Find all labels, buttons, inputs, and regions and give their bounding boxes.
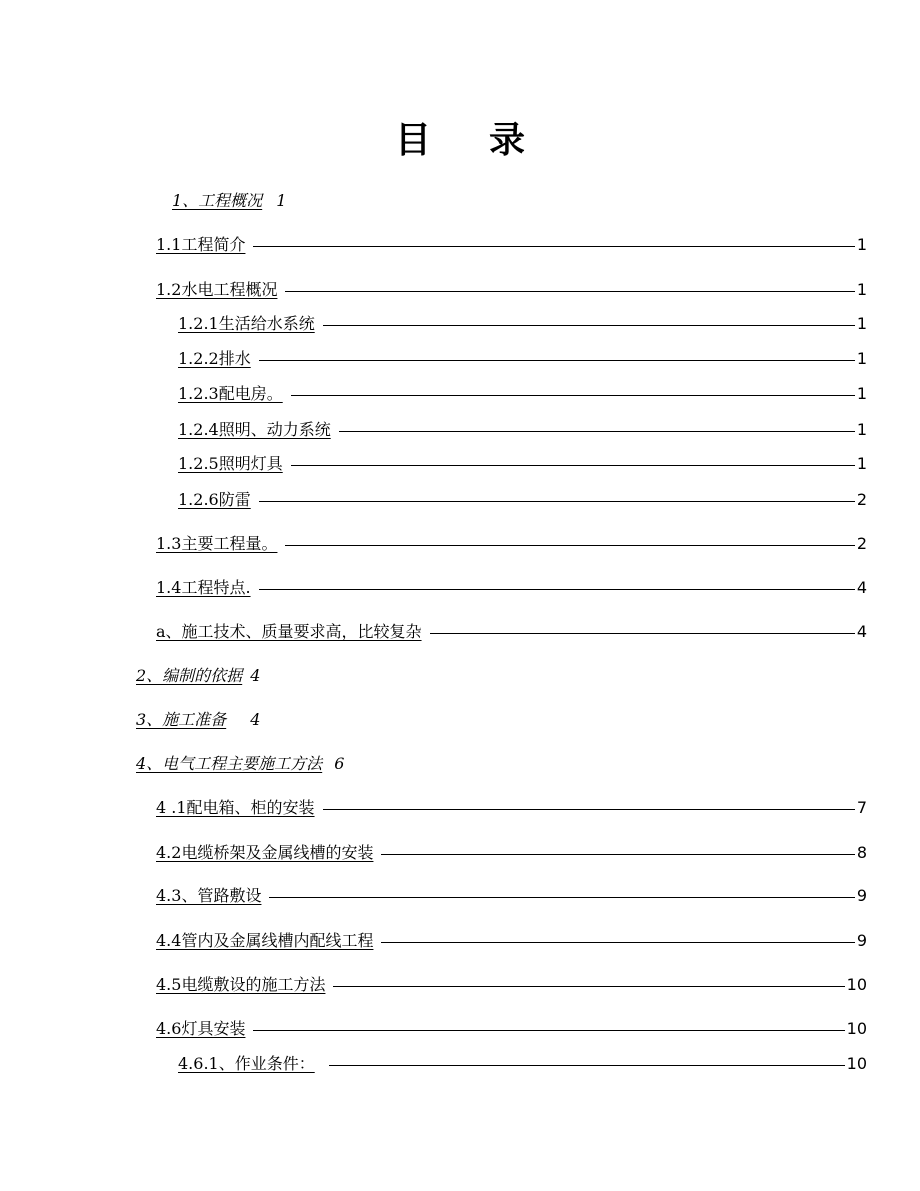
toc-entry-page: 4 xyxy=(856,578,867,597)
toc-entry-1-2-1[interactable] xyxy=(178,311,867,337)
toc-entry-1-a[interactable] xyxy=(156,619,867,645)
toc-entry-label: 1.1工程简介 xyxy=(156,235,246,254)
toc-entry-page: 4 xyxy=(250,666,261,685)
toc-entry-4-1[interactable] xyxy=(156,795,867,821)
toc-leader-line xyxy=(291,395,855,396)
toc-entry-1-2[interactable] xyxy=(156,277,867,303)
toc-entry-page: 1 xyxy=(856,420,867,439)
toc-entry-page: 9 xyxy=(856,931,867,950)
title-char-2: 录 xyxy=(489,119,526,161)
toc-entry-page: 1 xyxy=(856,349,867,368)
toc-entry-label: a、施工技术、质量要求高，比较复杂 xyxy=(156,622,422,641)
toc-leader-line xyxy=(339,431,855,432)
toc-entry-label: 4 .1配电箱、柜的安装 xyxy=(156,798,315,817)
toc-entry-1-2-2[interactable] xyxy=(178,346,867,372)
toc-entry-1-4[interactable] xyxy=(156,575,867,601)
toc-entry-label: 1.2.6防雷 xyxy=(178,490,251,509)
toc-entry-page: 1 xyxy=(856,384,867,403)
toc-leader-line xyxy=(259,501,855,502)
toc-entry-page: 2 xyxy=(856,490,867,509)
toc-leader-line xyxy=(333,986,844,987)
toc-entry-page: 1 xyxy=(276,191,287,210)
toc-entry-page: 2 xyxy=(856,534,867,553)
toc-leader-line xyxy=(381,942,854,943)
toc-leader-line xyxy=(285,291,854,292)
toc-entry-page: 10 xyxy=(846,1019,867,1038)
toc-entry-page: 1 xyxy=(856,280,867,299)
toc-entry-label: 1.2.2排水 xyxy=(178,349,251,368)
toc-entry-page: 10 xyxy=(846,1054,867,1073)
toc-entry-label: 4.4管内及金属线槽内配线工程 xyxy=(156,931,374,950)
toc-entry-label: 1.2.1生活给水系统 xyxy=(178,314,315,333)
toc-leader-line xyxy=(253,246,854,247)
toc-entry-1-2-4[interactable] xyxy=(178,417,867,443)
toc-leader-line xyxy=(323,809,855,810)
toc-entry-page: 4 xyxy=(856,622,867,641)
toc-entry-page: 9 xyxy=(856,886,867,905)
toc-entry-1-2-6[interactable] xyxy=(178,487,867,513)
toc-entry-label: 1.4工程特点. xyxy=(156,578,251,597)
toc-leader-line xyxy=(285,545,854,546)
title-char-1: 目 xyxy=(394,119,431,161)
toc-entry-1-2-5[interactable] xyxy=(178,451,867,477)
toc-entry-4-4[interactable] xyxy=(156,928,867,954)
toc-entry-page: 1 xyxy=(856,235,867,254)
toc-entry-label: 4、电气工程主要施工方法 xyxy=(136,754,323,773)
toc-entry-4-6-1[interactable] xyxy=(178,1051,867,1077)
toc-entry-label: 4.3、管路敷设 xyxy=(156,886,262,905)
toc-entry-4-5[interactable] xyxy=(156,972,867,998)
page-title xyxy=(0,112,920,163)
toc-leader-line xyxy=(323,325,855,326)
toc-entry-page: 8 xyxy=(856,843,867,862)
toc-leader-line xyxy=(430,633,855,634)
toc-leader-line xyxy=(259,360,855,361)
toc-entry-4-3[interactable] xyxy=(156,883,867,909)
toc-leader-line xyxy=(253,1030,844,1031)
toc-entry-1[interactable] xyxy=(172,188,286,214)
toc-entry-label: 1.2.4照明、动力系统 xyxy=(178,420,331,439)
toc-leader-line xyxy=(329,1065,845,1066)
toc-entry-label: 1.2.3配电房。 xyxy=(178,384,283,403)
toc-leader-line xyxy=(381,854,854,855)
toc-entry-label: 1.2.5照明灯具 xyxy=(178,454,283,473)
toc-leader-line xyxy=(269,897,854,898)
toc-entry-4-2[interactable] xyxy=(156,840,867,866)
toc-entry-label: 4.6灯具安装 xyxy=(156,1019,246,1038)
toc-entry-page: 7 xyxy=(856,798,867,817)
toc-entry-page: 4 xyxy=(250,710,261,729)
toc-leader-line xyxy=(259,589,855,590)
toc-leader-line xyxy=(291,465,855,466)
toc-entry-4-6[interactable] xyxy=(156,1016,867,1042)
toc-entry-3[interactable] xyxy=(136,707,260,733)
toc-entry-label: 4.6.1、作业条件： xyxy=(178,1054,315,1073)
toc-entry-label: 2、编制的依据 xyxy=(136,666,243,685)
toc-entry-page: 1 xyxy=(856,454,867,473)
toc-entry-label: 1.2水电工程概况 xyxy=(156,280,278,299)
toc-entry-page: 1 xyxy=(856,314,867,333)
toc-entry-label: 1.3主要工程量。 xyxy=(156,534,278,553)
toc-entry-label: 1、工程概况 xyxy=(172,191,263,210)
toc-entry-1-3[interactable] xyxy=(156,531,867,557)
toc-entry-4[interactable] xyxy=(136,751,344,777)
toc-entry-page: 10 xyxy=(846,975,867,994)
toc-entry-1-2-3[interactable] xyxy=(178,381,867,407)
toc-entry-label: 4.2电缆桥架及金属线槽的安装 xyxy=(156,843,374,862)
toc-entry-2[interactable] xyxy=(136,663,260,689)
toc-entry-label: 4.5电缆敷设的施工方法 xyxy=(156,975,326,994)
toc-entry-page: 6 xyxy=(334,754,345,773)
toc-entry-label: 3、施工准备 xyxy=(136,710,227,729)
toc-entry-1-1[interactable] xyxy=(156,232,867,258)
